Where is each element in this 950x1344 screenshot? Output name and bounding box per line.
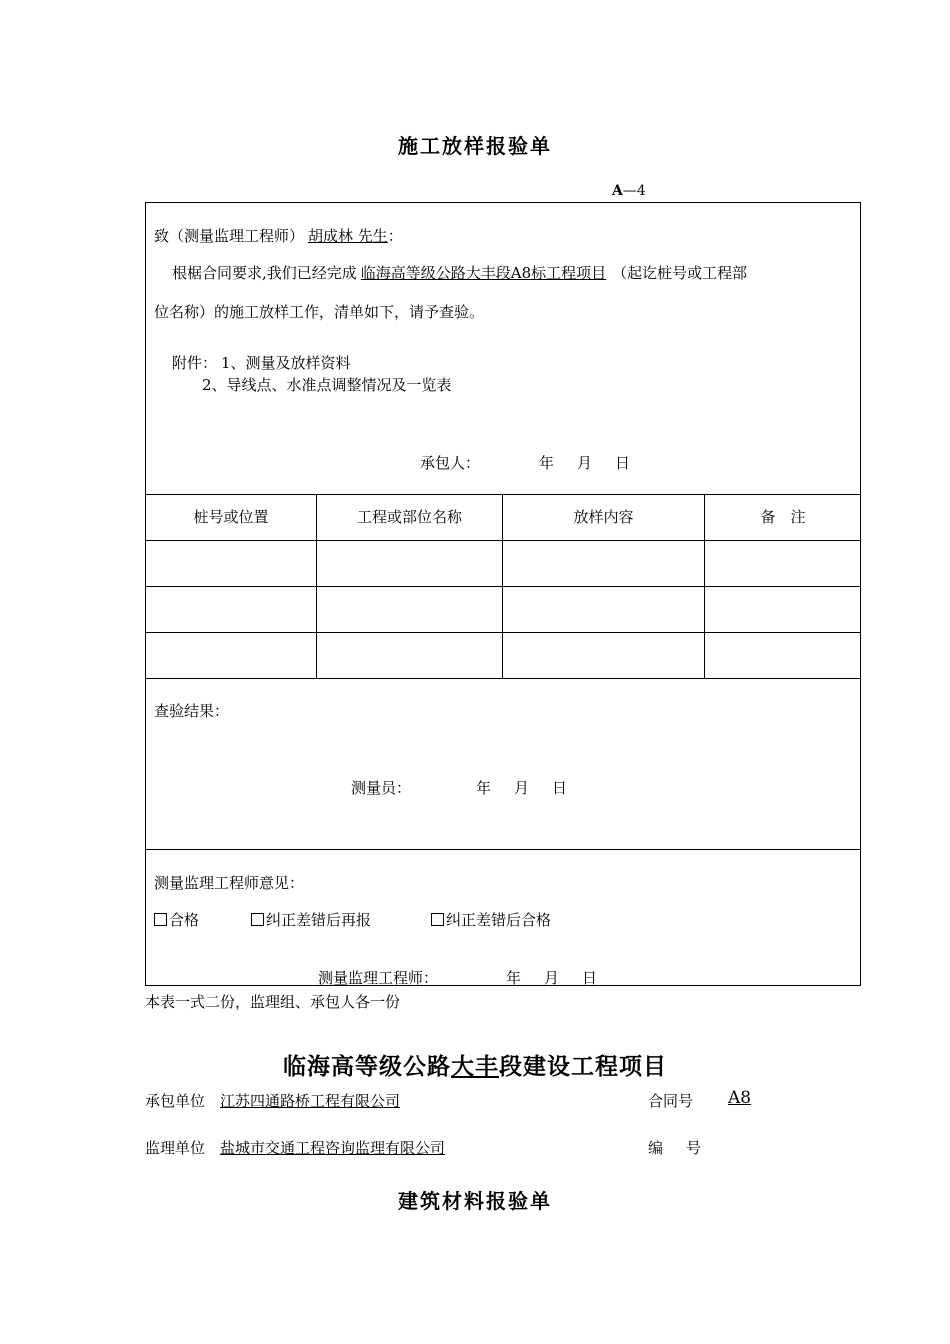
table-cell[interactable] xyxy=(503,633,704,678)
option-label: 合格 xyxy=(169,911,200,929)
body-line-1 xyxy=(172,262,747,283)
table-bottom-border xyxy=(146,678,860,679)
table-cell[interactable] xyxy=(503,587,704,632)
attachment-line-1 xyxy=(172,352,351,373)
form-code-prefix: A xyxy=(612,183,623,199)
table-cell[interactable] xyxy=(705,541,861,586)
body-line-2: 位名称）的施工放样工作，清单如下，请予查验。 xyxy=(154,303,485,321)
table-cell[interactable] xyxy=(146,541,316,586)
form-footnote: 本表一式二份，监理组、承包人各一份 xyxy=(145,993,401,1011)
table-header-remarks: 备 注 xyxy=(760,508,806,526)
table-cell[interactable] xyxy=(317,541,502,586)
form-title: 施工放样报验单 xyxy=(398,134,552,158)
section-divider xyxy=(146,849,860,850)
checkbox-icon[interactable] xyxy=(154,913,167,926)
inspection-label: 查验结果： xyxy=(154,702,230,720)
contract-no-label: 合同号 xyxy=(648,1092,694,1110)
body-suffix: （起讫桩号或工程部 xyxy=(612,264,748,282)
next-form-title: 建筑材料报验单 xyxy=(398,1189,552,1213)
table-cell[interactable] xyxy=(146,633,316,678)
table-header-stakeout-content: 放样内容 xyxy=(573,508,634,526)
engineer-date: 年 月 日 xyxy=(506,969,602,987)
project-title xyxy=(0,1048,950,1081)
addressee-name: 胡成林 先生 xyxy=(308,227,388,245)
engineer-opinion-label: 测量监理工程师意见： xyxy=(154,874,305,892)
project-title-suffix: 段建设工程项目 xyxy=(499,1053,667,1080)
table-cell[interactable] xyxy=(705,633,861,678)
checkbox-icon[interactable] xyxy=(251,913,264,926)
contractor-unit-value: 江苏四通路桥工程有限公司 xyxy=(220,1092,401,1110)
table-cell[interactable] xyxy=(146,587,316,632)
table-cell[interactable] xyxy=(503,541,704,586)
option-correct-and-resubmit[interactable] xyxy=(251,909,371,930)
engineer-sign: 测量监理工程师： xyxy=(318,969,439,987)
attachment-label: 附件： xyxy=(172,354,218,372)
table-cell[interactable] xyxy=(317,587,502,632)
attachment-1: 1、测量及放样资料 xyxy=(221,354,351,372)
option-qualified[interactable] xyxy=(154,909,199,930)
body-project: 临海高等级公路大丰段A8标工程项目 xyxy=(360,264,607,282)
surveyor-date: 年 月 日 xyxy=(476,779,572,797)
project-title-underlined: 大丰 xyxy=(451,1053,499,1080)
surveyor-sign: 测量员： xyxy=(351,779,412,797)
table-cell[interactable] xyxy=(317,633,502,678)
addressee-line xyxy=(154,225,403,246)
addressee-prefix: 致（测量监理工程师） xyxy=(154,227,305,245)
table-header-work-name: 工程或部位名称 xyxy=(356,508,462,526)
body-prefix: 根椐合同要求,我们已经完成 xyxy=(172,264,357,282)
supervisor-unit-value: 盐城市交通工程咨询监理有限公司 xyxy=(220,1139,446,1157)
serial-number-label: 编 号 xyxy=(648,1139,706,1157)
attachment-2: 2、导线点、水准点调整情况及一览表 xyxy=(202,376,452,394)
supervisor-unit-label: 监理单位 xyxy=(145,1139,206,1157)
option-correct-and-qualified[interactable] xyxy=(431,909,551,930)
table-cell[interactable] xyxy=(705,587,861,632)
addressee-suffix: ： xyxy=(387,227,403,245)
checkbox-icon[interactable] xyxy=(431,913,444,926)
form-code-suffix: —4 xyxy=(622,183,646,199)
contractor-sign: 承包人： xyxy=(420,454,481,472)
project-title-prefix: 临海高等级公路 xyxy=(283,1053,451,1080)
contractor-unit-label: 承包单位 xyxy=(145,1092,206,1110)
contract-no-value: A8 xyxy=(728,1088,752,1108)
table-header-station: 桩号或位置 xyxy=(193,508,269,526)
form-code xyxy=(612,183,646,199)
form-box xyxy=(145,202,861,986)
option-label: 纠正差错后合格 xyxy=(446,911,552,929)
contractor-date: 年 月 日 xyxy=(539,454,635,472)
option-label: 纠正差错后再报 xyxy=(266,911,372,929)
